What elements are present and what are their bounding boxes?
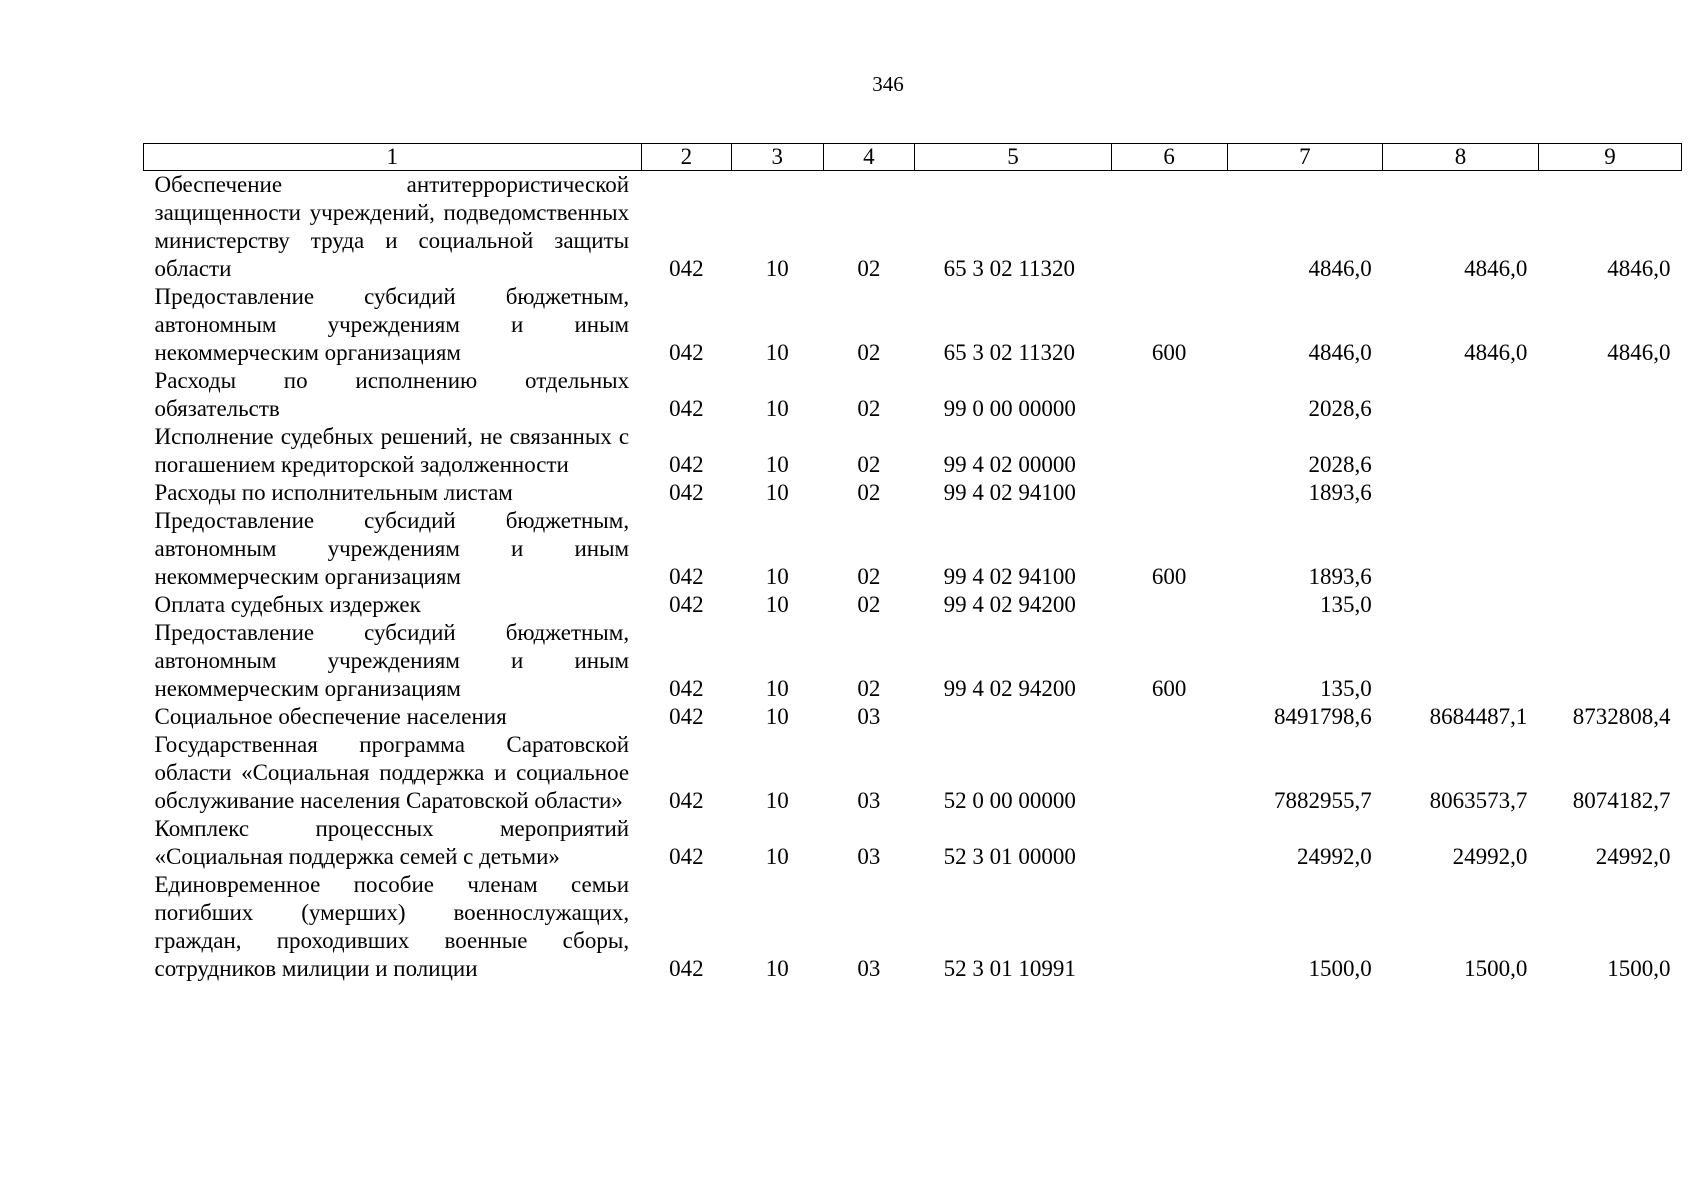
table-row (144, 871, 1682, 983)
row-section-code: 10 (765, 844, 789, 869)
row-value-3 (1538, 591, 1681, 619)
row-expense-type (1111, 815, 1227, 871)
row-value-3: 4846,0 (1607, 256, 1671, 281)
row-name: Единовременное пособие членам семьи погибших (умерших) военнослужащих, граждан, проходивших военные сборы, сотрудников милиции и полиции (154, 872, 630, 981)
row-target-article: 99 4 02 94100 (943, 564, 1076, 589)
row-value-1: 24992,0 (1296, 844, 1372, 869)
row-target-article (915, 703, 1112, 731)
row-name: Расходы по исполнительным листам (154, 480, 513, 505)
row-target-article: 65 3 02 11320 (943, 256, 1075, 281)
row-target-article: 99 4 02 00000 (943, 452, 1076, 477)
row-target-article: 99 0 00 00000 (943, 396, 1076, 421)
row-subsection-code: 03 (857, 956, 881, 981)
row-expense-type (1111, 479, 1227, 507)
table-row (144, 703, 1682, 731)
table-row (144, 171, 1682, 284)
row-section-code: 10 (765, 676, 789, 701)
row-section-code: 10 (765, 564, 789, 589)
row-value-2: 4846,0 (1464, 340, 1528, 365)
row-value-2: 8684487,1 (1429, 704, 1528, 729)
row-expense-type (1111, 871, 1227, 983)
row-name: Исполнение судебных решений, не связанных с погашением кредиторской задолженности (154, 424, 630, 477)
row-section-code: 10 (765, 592, 789, 617)
row-value-1: 1893,6 (1308, 480, 1372, 505)
row-target-article: 52 3 01 00000 (943, 844, 1076, 869)
row-ministry-code: 042 (669, 788, 704, 813)
row-expense-type: 600 (1151, 676, 1187, 701)
row-value-2: 8063573,7 (1429, 788, 1528, 813)
row-value-3: 8732808,4 (1572, 704, 1671, 729)
page-number: 346 (872, 72, 904, 96)
row-value-3 (1538, 423, 1681, 479)
header-cell: 1 (144, 144, 642, 171)
header-cell: 9 (1538, 144, 1681, 171)
row-subsection-code: 03 (857, 704, 881, 729)
row-value-2 (1383, 367, 1539, 423)
row-subsection-code: 02 (857, 564, 881, 589)
row-name: Предоставление субсидий бюджетным, автономным учреждениям и иным некоммерческим организациям (154, 284, 630, 365)
row-subsection-code: 02 (857, 480, 881, 505)
row-value-3 (1538, 479, 1681, 507)
row-expense-type (1111, 731, 1227, 815)
row-value-3: 4846,0 (1607, 340, 1671, 365)
row-value-1: 7882955,7 (1273, 788, 1372, 813)
row-subsection-code: 02 (857, 452, 881, 477)
table-row (144, 283, 1682, 367)
row-value-1: 2028,6 (1308, 396, 1372, 421)
row-value-1: 135,0 (1319, 592, 1372, 617)
row-section-code: 10 (765, 396, 789, 421)
row-section-code: 10 (765, 452, 789, 477)
row-value-1: 4846,0 (1308, 256, 1372, 281)
row-value-2: 1500,0 (1464, 956, 1528, 981)
row-section-code: 10 (765, 480, 789, 505)
row-value-3: 1500,0 (1607, 956, 1671, 981)
row-target-article: 99 4 02 94100 (943, 480, 1076, 505)
row-subsection-code: 02 (857, 592, 881, 617)
table-row (144, 423, 1682, 479)
header-cell: 5 (915, 144, 1112, 171)
header-row (144, 144, 1682, 171)
row-ministry-code: 042 (669, 844, 704, 869)
row-value-1: 1893,6 (1308, 564, 1372, 589)
row-name: Предоставление субсидий бюджетным, автономным учреждениям и иным некоммерческим организациям (154, 508, 630, 589)
table-row (144, 815, 1682, 871)
row-value-2 (1383, 619, 1539, 703)
row-target-article: 52 3 01 10991 (943, 956, 1076, 981)
row-subsection-code: 02 (857, 396, 881, 421)
row-subsection-code: 03 (857, 788, 881, 813)
table-row (144, 619, 1682, 703)
budget-table (143, 143, 1682, 983)
table-header (144, 144, 1682, 171)
row-ministry-code: 042 (669, 676, 704, 701)
row-name: Обеспечение антитеррористической защищенности учреждений, подведомственных министерству труда и социальной защиты области (154, 172, 630, 281)
row-expense-type (1111, 367, 1227, 423)
row-value-2 (1383, 591, 1539, 619)
row-value-3 (1538, 507, 1681, 591)
row-expense-type (1111, 703, 1227, 731)
row-subsection-code: 03 (857, 844, 881, 869)
header-cell: 2 (641, 144, 731, 171)
row-ministry-code: 042 (669, 592, 704, 617)
row-ministry-code: 042 (669, 564, 704, 589)
row-value-1: 1500,0 (1308, 956, 1372, 981)
table-row (144, 591, 1682, 619)
row-value-1: 8491798,6 (1273, 704, 1372, 729)
row-value-3 (1538, 619, 1681, 703)
row-expense-type (1111, 423, 1227, 479)
table-row (144, 507, 1682, 591)
row-value-3: 8074182,7 (1572, 788, 1671, 813)
row-ministry-code: 042 (669, 340, 704, 365)
row-value-2 (1383, 423, 1539, 479)
row-value-1: 4846,0 (1308, 340, 1372, 365)
header-cell: 6 (1111, 144, 1227, 171)
row-target-article: 65 3 02 11320 (943, 340, 1075, 365)
header-cell: 7 (1227, 144, 1383, 171)
row-target-article: 99 4 02 94200 (943, 592, 1076, 617)
row-value-1: 135,0 (1319, 676, 1372, 701)
row-value-2 (1383, 479, 1539, 507)
row-expense-type (1111, 591, 1227, 619)
row-target-article: 99 4 02 94200 (943, 676, 1076, 701)
row-name: Предоставление субсидий бюджетным, автономным учреждениям и иным некоммерческим организациям (154, 620, 630, 701)
row-name: Социальное обеспечение населения (154, 704, 507, 729)
row-section-code: 10 (765, 704, 789, 729)
row-ministry-code: 042 (669, 480, 704, 505)
row-value-3: 24992,0 (1595, 844, 1671, 869)
row-value-2: 24992,0 (1452, 844, 1528, 869)
row-ministry-code: 042 (669, 704, 704, 729)
row-section-code: 10 (765, 956, 789, 981)
row-name: Государственная программа Саратовской области «Социальная поддержка и социальное обслуживание населения Саратовской области» (154, 732, 630, 813)
header-cell: 3 (732, 144, 824, 171)
row-ministry-code: 042 (669, 256, 704, 281)
row-section-code: 10 (765, 788, 789, 813)
row-subsection-code: 02 (857, 340, 881, 365)
row-target-article: 52 0 00 00000 (943, 788, 1076, 813)
table-row (144, 731, 1682, 815)
row-value-2 (1383, 507, 1539, 591)
row-value-3 (1538, 367, 1681, 423)
row-ministry-code: 042 (669, 956, 704, 981)
row-name: Расходы по исполнению отдельных обязательств (154, 368, 630, 421)
row-expense-type (1111, 171, 1227, 284)
row-section-code: 10 (765, 256, 789, 281)
header-cell: 8 (1383, 144, 1539, 171)
row-subsection-code: 02 (857, 256, 881, 281)
row-ministry-code: 042 (669, 452, 704, 477)
table-row (144, 479, 1682, 507)
row-subsection-code: 02 (857, 676, 881, 701)
row-expense-type: 600 (1151, 340, 1187, 365)
row-expense-type: 600 (1151, 564, 1187, 589)
row-value-2: 4846,0 (1464, 256, 1528, 281)
row-ministry-code: 042 (669, 396, 704, 421)
header-cell: 4 (823, 144, 915, 171)
table-body (144, 171, 1682, 984)
row-value-1: 2028,6 (1308, 452, 1372, 477)
row-section-code: 10 (765, 340, 789, 365)
table-row (144, 367, 1682, 423)
row-name: Комплекс процессных мероприятий «Социальная поддержка семей с детьми» (154, 816, 630, 869)
row-name: Оплата судебных издержек (154, 592, 421, 617)
